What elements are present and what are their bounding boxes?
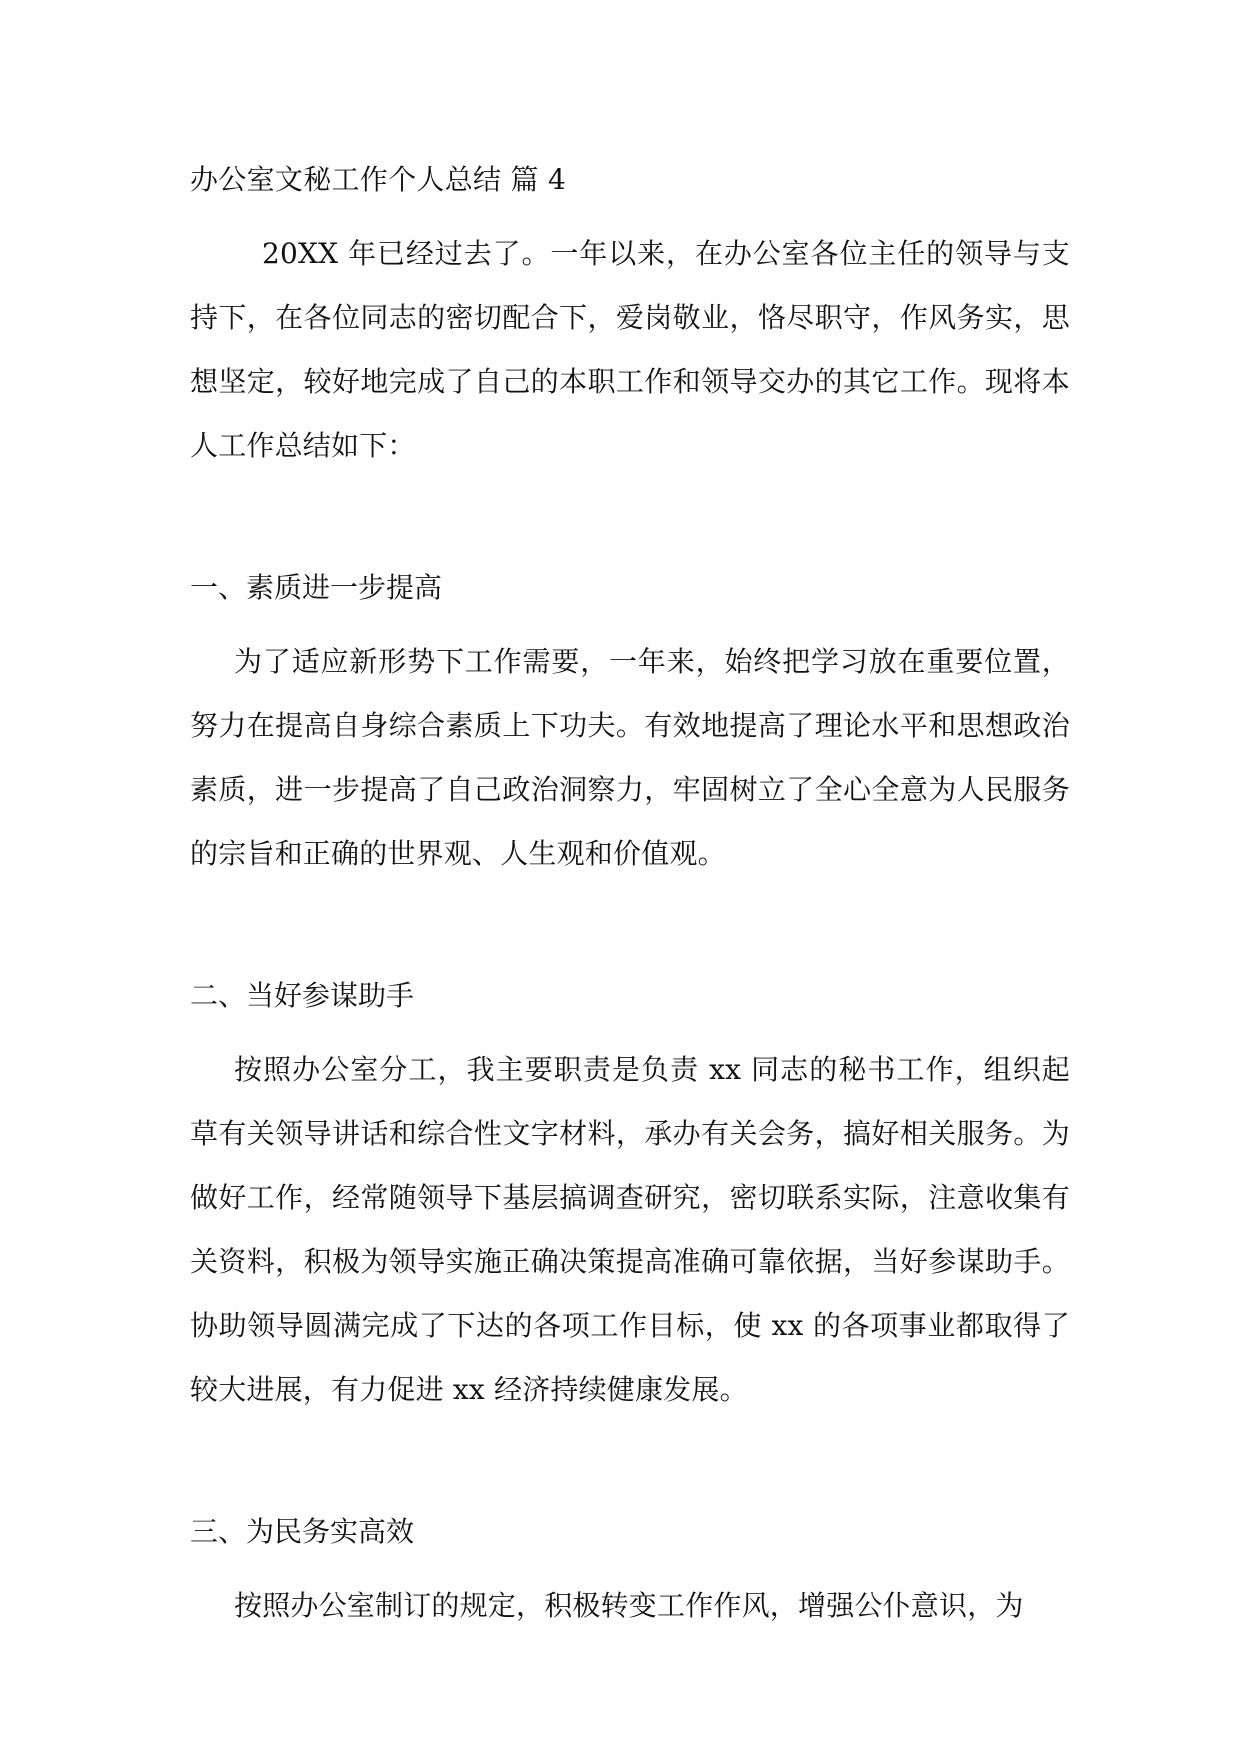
document-title: 办公室文秘工作个人总结 篇 4 [190, 163, 567, 196]
section-spacer [190, 1422, 1070, 1514]
section-body-1: 为了适应新形势下工作需要，一年来，始终把学习放在重要位置，努力在提高自身综合素质上下功夫。有效地提高了理论水平和思想政治素质，进一步提高了自己政治洞察力，牢固树立了全心全意为人民服务的宗旨和正确的世界观、人生观和价值观。 [190, 645, 1070, 870]
section-heading-3: 三、为民务实高效 [190, 1515, 415, 1548]
section-body-2: 按照办公室分工，我主要职责是负责 xx 同志的秘书工作，组织起草有关领导讲话和综合性文字材料，承办有关会务，搞好相关服务。为做好工作，经常随领导下基层搞调查研究，密切联系实际，注意收集有关资料，积极为领导实施正确决策提高准确可靠依据，当好参谋助手。协助领导圆满完成了下达的各项工作目标，使 xx 的各项事业都取得了较大进展，有力促进 xx 经济持续健康发展。 [190, 1053, 1070, 1406]
section-spacer [190, 886, 1070, 978]
section-heading-2: 二、当好参谋助手 [190, 979, 415, 1012]
document-content [190, 162, 1070, 1638]
intro-paragraph: 20XX 年已经过去了。一年以来，在办公室各位主任的领导与支持下，在各位同志的密切配合下，爱岗敬业，恪尽职守，作风务实，思想坚定，较好地完成了自己的本职工作和领导交办的其它工作。现将本人工作总结如下： [190, 237, 1070, 462]
section-body-3: 按照办公室制订的规定，积极转变工作作风，增强公仆意识，为 [234, 1589, 1024, 1622]
section-spacer [190, 478, 1070, 570]
section-heading-1: 一、素质进一步提高 [190, 571, 443, 604]
